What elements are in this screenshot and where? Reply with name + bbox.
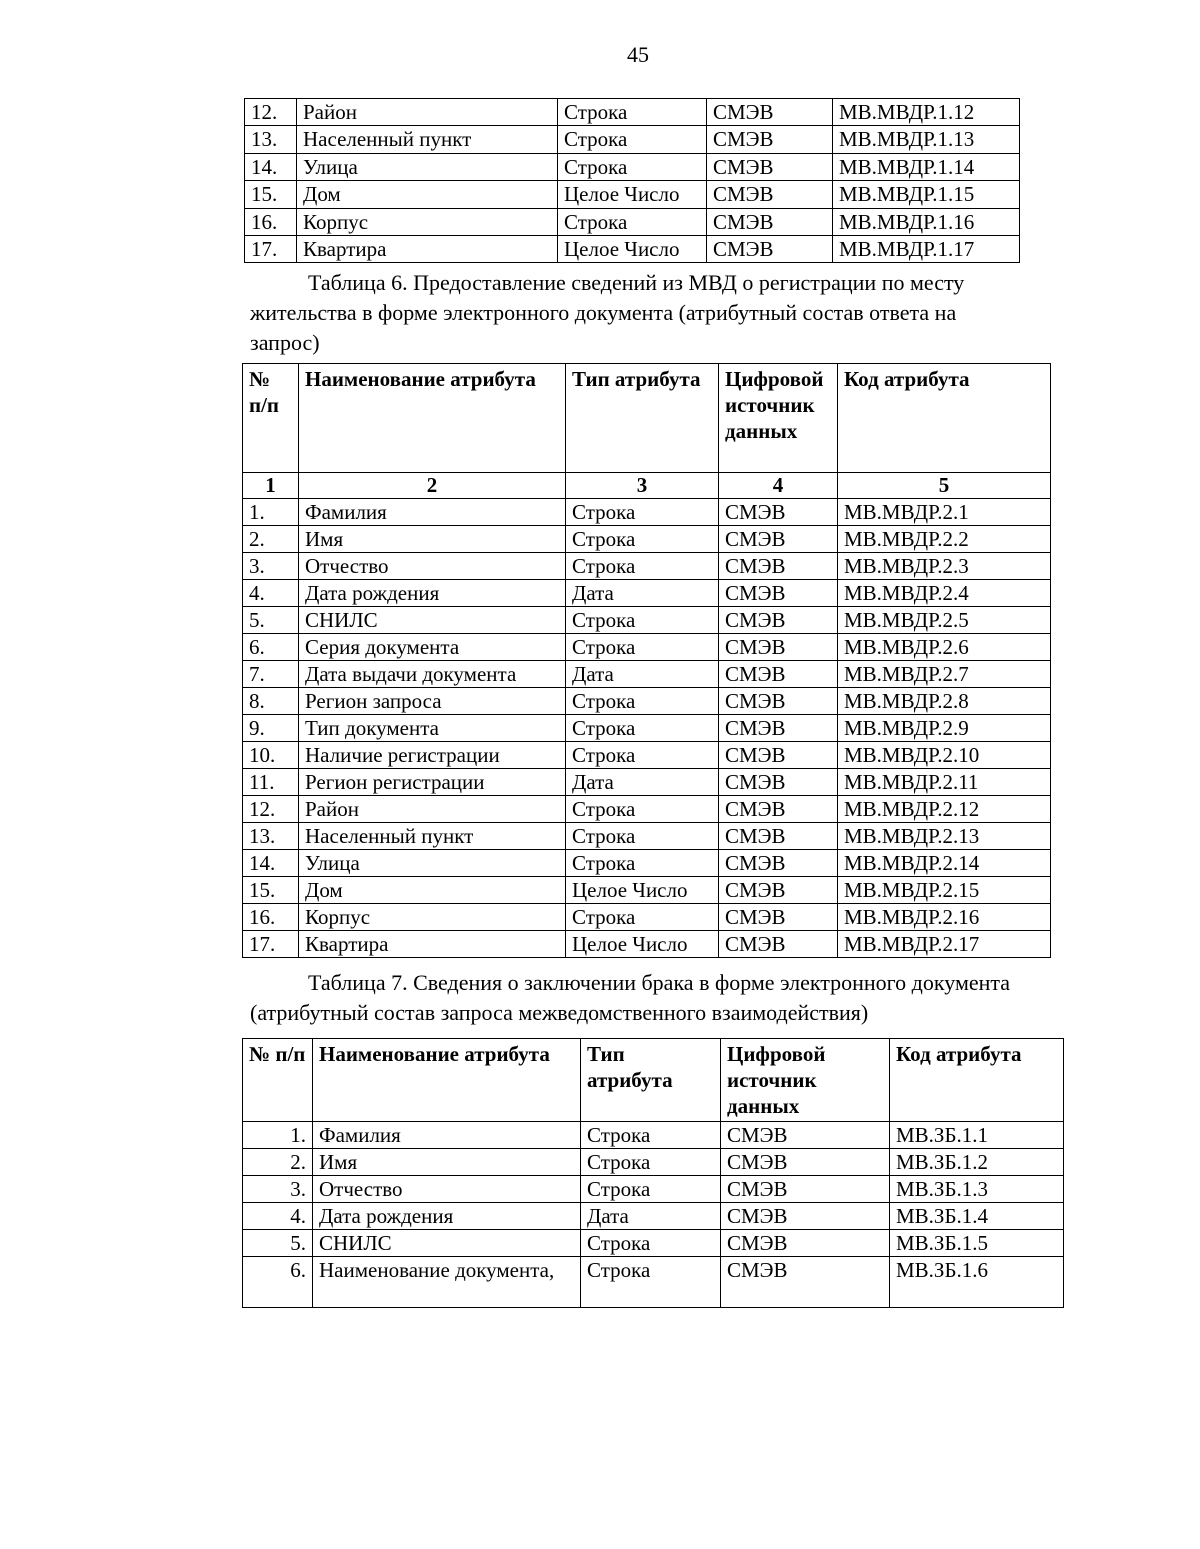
table-row bbox=[245, 126, 1020, 153]
table6-header-cell: Тип атрибута bbox=[566, 364, 719, 473]
table-cell: Строка bbox=[581, 1257, 721, 1308]
table-row bbox=[243, 1176, 1064, 1203]
table7-header-cell: № п/п bbox=[243, 1039, 313, 1122]
table-row bbox=[243, 715, 1051, 742]
column-number-cell: 5 bbox=[838, 473, 1051, 499]
table6-caption: Таблица 6. Предоставление сведений из МВД о регистрации по месту жительства в форме электронного документа (атрибутный состав ответа на запрос) bbox=[250, 270, 965, 355]
table-row bbox=[243, 1122, 1064, 1149]
table-cell: МВ.МВДР.1.14 bbox=[833, 153, 1020, 180]
table-cell: СМЭВ bbox=[719, 688, 838, 715]
table-cell: Наименование документа, bbox=[313, 1257, 581, 1308]
table-cell: Дата рождения bbox=[313, 1203, 581, 1230]
table-cell: Строка bbox=[581, 1176, 721, 1203]
column-number-cell: 1 bbox=[243, 473, 299, 499]
table-cell: СМЭВ bbox=[719, 580, 838, 607]
table-cell: СМЭВ bbox=[721, 1203, 890, 1230]
table-cell: 4. bbox=[243, 580, 299, 607]
table-cell: МВ.МВДР.2.7 bbox=[838, 661, 1051, 688]
table-row bbox=[243, 499, 1051, 526]
table-cell: МВ.МВДР.2.5 bbox=[838, 607, 1051, 634]
table6-header-cell: Наименование атрибута bbox=[299, 364, 566, 473]
table-row bbox=[243, 931, 1051, 958]
table-cell: МВ.МВДР.2.17 bbox=[838, 931, 1051, 958]
table-cell: МВ.ЗБ.1.6 bbox=[890, 1257, 1064, 1308]
table-row bbox=[245, 99, 1020, 126]
table-row bbox=[243, 1257, 1064, 1308]
table-cell: Район bbox=[299, 796, 566, 823]
table-cell: СНИЛС bbox=[299, 607, 566, 634]
table6-column-numbers-row bbox=[243, 473, 1051, 499]
table-cell: МВ.МВДР.1.17 bbox=[833, 235, 1020, 262]
table-cell: Населенный пункт bbox=[297, 126, 558, 153]
table-cell: 7. bbox=[243, 661, 299, 688]
table-row bbox=[245, 208, 1020, 235]
table-cell: 12. bbox=[243, 796, 299, 823]
table-cell: Отчество bbox=[299, 553, 566, 580]
table-cell: 2. bbox=[243, 526, 299, 553]
table-cell: Строка bbox=[581, 1230, 721, 1257]
table6-header-cell: № п/п bbox=[243, 364, 299, 473]
table-cell: МВ.МВДР.2.11 bbox=[838, 769, 1051, 796]
table-cell: СМЭВ bbox=[719, 796, 838, 823]
table-cell: Корпус bbox=[299, 904, 566, 931]
table-cell: СМЭВ bbox=[721, 1149, 890, 1176]
table7-header-cell: Код атрибута bbox=[890, 1039, 1064, 1122]
table-cell: 11. bbox=[243, 769, 299, 796]
table-cell: 16. bbox=[245, 208, 297, 235]
table-cell: СМЭВ bbox=[707, 126, 833, 153]
table-cell: Строка bbox=[566, 553, 719, 580]
table-cell: Квартира bbox=[297, 235, 558, 262]
table-cell: СМЭВ bbox=[707, 99, 833, 126]
table-cell: 3. bbox=[243, 553, 299, 580]
table-cell: 16. bbox=[243, 904, 299, 931]
table-cell: Строка bbox=[581, 1149, 721, 1176]
table-cell: 8. bbox=[243, 688, 299, 715]
table-cell: Строка bbox=[558, 126, 707, 153]
table-cell: СМЭВ bbox=[719, 877, 838, 904]
table-cell: Корпус bbox=[297, 208, 558, 235]
table-cell: Строка bbox=[566, 688, 719, 715]
table-cell: СМЭВ bbox=[719, 769, 838, 796]
table-cell: МВ.МВДР.2.12 bbox=[838, 796, 1051, 823]
table-row bbox=[245, 153, 1020, 180]
table-cell: 10. bbox=[243, 742, 299, 769]
table-cell: МВ.МВДР.2.9 bbox=[838, 715, 1051, 742]
table-cell: СНИЛС bbox=[313, 1230, 581, 1257]
table-row bbox=[243, 607, 1051, 634]
table-cell: 12. bbox=[245, 99, 297, 126]
table-cell: Целое Число bbox=[558, 235, 707, 262]
table-cell: МВ.ЗБ.1.3 bbox=[890, 1176, 1064, 1203]
table-cell: 4. bbox=[243, 1203, 313, 1230]
table-cell: Дата выдачи документа bbox=[299, 661, 566, 688]
table-cell: МВ.МВДР.2.10 bbox=[838, 742, 1051, 769]
table-row bbox=[243, 796, 1051, 823]
table-cell: Строка bbox=[566, 634, 719, 661]
table-cell: СМЭВ bbox=[719, 850, 838, 877]
table-row bbox=[243, 1149, 1064, 1176]
table-cell: СМЭВ bbox=[721, 1230, 890, 1257]
table-cell: 13. bbox=[243, 823, 299, 850]
table-cell: Строка bbox=[566, 742, 719, 769]
table-cell: Строка bbox=[566, 904, 719, 931]
table-row bbox=[243, 1203, 1064, 1230]
table-cell: Улица bbox=[299, 850, 566, 877]
table-cell: Строка bbox=[566, 499, 719, 526]
table-cell: СМЭВ bbox=[721, 1176, 890, 1203]
column-number-cell: 4 bbox=[719, 473, 838, 499]
table7-header-cell: Наименование атрибута bbox=[313, 1039, 581, 1122]
table-cell: Дата bbox=[566, 580, 719, 607]
table-cell: МВ.МВДР.2.2 bbox=[838, 526, 1051, 553]
table-cell: Строка bbox=[566, 607, 719, 634]
table-row bbox=[243, 580, 1051, 607]
table-cell: МВ.МВДР.2.8 bbox=[838, 688, 1051, 715]
table-cell: 6. bbox=[243, 634, 299, 661]
table-cell: 6. bbox=[243, 1257, 313, 1308]
table-cell: 17. bbox=[245, 235, 297, 262]
table-cell: Регион регистрации bbox=[299, 769, 566, 796]
table-cell: Дата рождения bbox=[299, 580, 566, 607]
table-row bbox=[243, 661, 1051, 688]
table-cell: СМЭВ bbox=[721, 1257, 890, 1308]
table7-header-cell: Тип атрибута bbox=[581, 1039, 721, 1122]
table-cell: 13. bbox=[245, 126, 297, 153]
table-cell: МВ.ЗБ.1.5 bbox=[890, 1230, 1064, 1257]
table-cell: Имя bbox=[299, 526, 566, 553]
table-cell: МВ.МВДР.1.12 bbox=[833, 99, 1020, 126]
table-cell: Дата bbox=[566, 661, 719, 688]
table-cell: Дом bbox=[299, 877, 566, 904]
page-number: 45 bbox=[627, 42, 649, 67]
table-row bbox=[243, 769, 1051, 796]
table-continuation bbox=[244, 98, 1020, 263]
table-row bbox=[243, 904, 1051, 931]
table-cell: 15. bbox=[245, 181, 297, 208]
table-cell: Строка bbox=[566, 715, 719, 742]
table-cell: Строка bbox=[566, 823, 719, 850]
table-cell: 15. bbox=[243, 877, 299, 904]
table-cell: СМЭВ bbox=[719, 634, 838, 661]
table-cell: Имя bbox=[313, 1149, 581, 1176]
table-row bbox=[243, 688, 1051, 715]
table-cell: Отчество bbox=[313, 1176, 581, 1203]
table7-caption: Таблица 7. Сведения о заключении брака в форме электронного документа (атрибутный состав запроса межведомственного взаимодействия) bbox=[250, 970, 1011, 1025]
table-cell: Район bbox=[297, 99, 558, 126]
table-cell: СМЭВ bbox=[719, 607, 838, 634]
table-cell: 1. bbox=[243, 1122, 313, 1149]
table-cell: МВ.МВДР.2.16 bbox=[838, 904, 1051, 931]
table-cell: Строка bbox=[558, 153, 707, 180]
table6-header-cell: Цифровой источник данных bbox=[719, 364, 838, 473]
table-row bbox=[243, 823, 1051, 850]
table-row bbox=[243, 850, 1051, 877]
table-cell: СМЭВ bbox=[719, 499, 838, 526]
table-cell: МВ.ЗБ.1.2 bbox=[890, 1149, 1064, 1176]
table-cell: СМЭВ bbox=[719, 742, 838, 769]
table6-header-cell: Код атрибута bbox=[838, 364, 1051, 473]
table7-header-row bbox=[243, 1039, 1064, 1122]
table-cell: 9. bbox=[243, 715, 299, 742]
table-cell: Целое Число bbox=[558, 181, 707, 208]
table-cell: Дом bbox=[297, 181, 558, 208]
table7-header-cell: Цифровой источник данных bbox=[721, 1039, 890, 1122]
table-row bbox=[243, 526, 1051, 553]
table-cell: 14. bbox=[245, 153, 297, 180]
table-cell: 3. bbox=[243, 1176, 313, 1203]
table-cell: Дата bbox=[566, 769, 719, 796]
table-cell: МВ.МВДР.2.15 bbox=[838, 877, 1051, 904]
table-cell: СМЭВ bbox=[719, 661, 838, 688]
table-row bbox=[243, 553, 1051, 580]
table-cell: МВ.ЗБ.1.4 bbox=[890, 1203, 1064, 1230]
table-cell: МВ.МВДР.2.1 bbox=[838, 499, 1051, 526]
table-cell: Тип документа bbox=[299, 715, 566, 742]
table-row bbox=[243, 877, 1051, 904]
table-cell: Населенный пункт bbox=[299, 823, 566, 850]
table-cell: Строка bbox=[558, 99, 707, 126]
table-cell: 5. bbox=[243, 1230, 313, 1257]
table-cell: СМЭВ bbox=[721, 1122, 890, 1149]
table-cell: 1. bbox=[243, 499, 299, 526]
table-cell: Целое Число bbox=[566, 931, 719, 958]
table-cell: СМЭВ bbox=[707, 153, 833, 180]
table-cell: Регион запроса bbox=[299, 688, 566, 715]
column-number-cell: 3 bbox=[566, 473, 719, 499]
table-cell: Квартира bbox=[299, 931, 566, 958]
table-row bbox=[243, 1230, 1064, 1257]
table-cell: СМЭВ bbox=[719, 553, 838, 580]
table-cell: Фамилия bbox=[313, 1122, 581, 1149]
table-cell: Строка bbox=[566, 850, 719, 877]
table-cell: МВ.МВДР.2.3 bbox=[838, 553, 1051, 580]
table-cell: СМЭВ bbox=[719, 715, 838, 742]
table-cell: 5. bbox=[243, 607, 299, 634]
table-cell: 2. bbox=[243, 1149, 313, 1176]
table-cell: Улица bbox=[297, 153, 558, 180]
table-cell: 17. bbox=[243, 931, 299, 958]
table6-header-row bbox=[243, 364, 1051, 473]
table-cell: МВ.МВДР.1.16 bbox=[833, 208, 1020, 235]
table-cell: Фамилия bbox=[299, 499, 566, 526]
table-row bbox=[243, 634, 1051, 661]
table-cell: Целое Число bbox=[566, 877, 719, 904]
column-number-cell: 2 bbox=[299, 473, 566, 499]
table-cell: СМЭВ bbox=[719, 526, 838, 553]
table-cell: Строка bbox=[566, 796, 719, 823]
table-cell: МВ.МВДР.2.6 bbox=[838, 634, 1051, 661]
table-cell: МВ.МВДР.1.15 bbox=[833, 181, 1020, 208]
table-cell: Наличие регистрации bbox=[299, 742, 566, 769]
table-row bbox=[243, 742, 1051, 769]
table-cell: МВ.МВДР.2.13 bbox=[838, 823, 1051, 850]
table-row bbox=[245, 181, 1020, 208]
table-cell: СМЭВ bbox=[707, 181, 833, 208]
table7 bbox=[242, 1038, 1064, 1308]
table-cell: СМЭВ bbox=[719, 904, 838, 931]
table-cell: Дата bbox=[581, 1203, 721, 1230]
table-cell: СМЭВ bbox=[707, 208, 833, 235]
table-cell: Строка bbox=[558, 208, 707, 235]
table-cell: МВ.МВДР.2.14 bbox=[838, 850, 1051, 877]
table-cell: МВ.МВДР.2.4 bbox=[838, 580, 1051, 607]
table-cell: 14. bbox=[243, 850, 299, 877]
table-cell: Строка bbox=[581, 1122, 721, 1149]
table-cell: СМЭВ bbox=[707, 235, 833, 262]
table6 bbox=[242, 363, 1051, 958]
table-row bbox=[245, 235, 1020, 262]
table-cell: МВ.МВДР.1.13 bbox=[833, 126, 1020, 153]
table-cell: Серия документа bbox=[299, 634, 566, 661]
table-cell: СМЭВ bbox=[719, 823, 838, 850]
table-cell: МВ.ЗБ.1.1 bbox=[890, 1122, 1064, 1149]
table-cell: Строка bbox=[566, 526, 719, 553]
table-cell: СМЭВ bbox=[719, 931, 838, 958]
